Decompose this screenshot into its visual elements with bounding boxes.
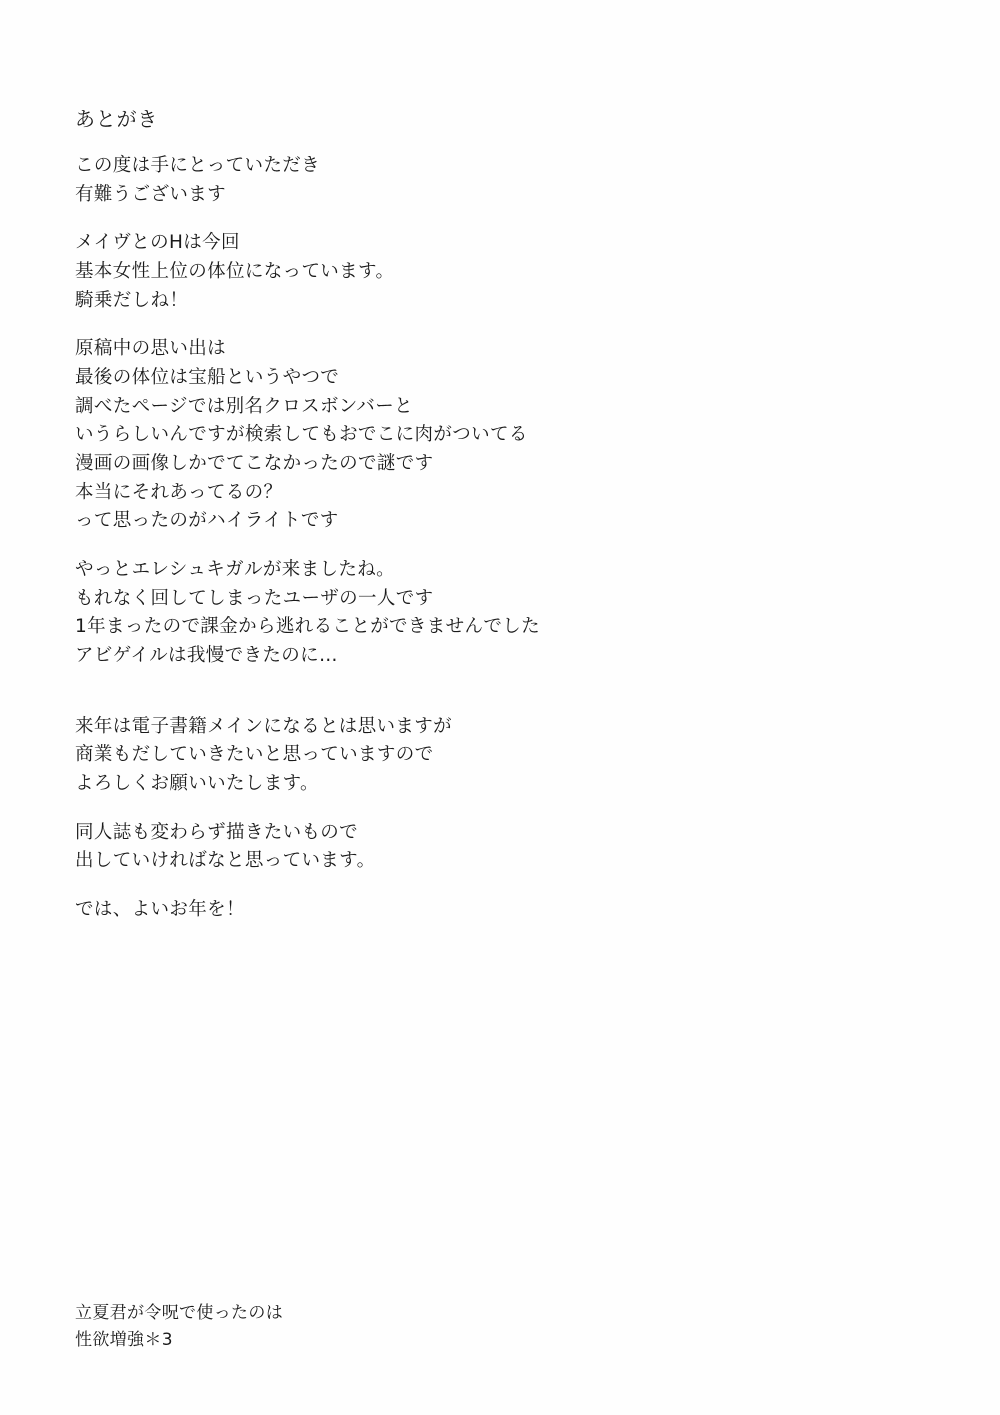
text-line: 最後の体位は宝船というやつで — [75, 367, 340, 389]
paragraph-mave-h — [75, 229, 775, 315]
text-line: 調べたページでは別名クロスボンバーと — [75, 395, 413, 417]
text-line: 漫画の画像しかでてこなかったので謎です — [75, 453, 434, 475]
footnote-line: 立夏君が令呪で使ったのは — [75, 1303, 284, 1323]
text-line: って思ったのがハイライトです — [75, 510, 339, 532]
text-line: メイヴとのHは今回 — [75, 232, 240, 254]
text-line: やっとエレシュキガルが来ましたね。 — [75, 559, 395, 581]
footnote-section — [75, 1300, 675, 1354]
paragraph-thanks — [75, 152, 775, 209]
text-line: 同人誌も変わらず描きたいもので — [75, 821, 359, 843]
text-line: では、よいお年を！ — [75, 899, 245, 921]
paragraph-next-year — [75, 713, 775, 799]
text-line: 商業もだしていきたいと思っていますので — [75, 744, 434, 766]
text-line: この度は手にとっていただき — [75, 155, 320, 176]
afterword-section — [75, 104, 775, 945]
text-line: 出していければなと思っています。 — [75, 850, 376, 872]
text-line: 原稿中の思い出は — [75, 338, 226, 360]
paragraph-memories — [75, 335, 775, 536]
text-line: 来年は電子書籍メインになるとは思いますが — [75, 715, 453, 737]
footnote-line: 性欲増強＊3 — [75, 1330, 173, 1351]
text-line: 騎乗だしね！ — [75, 289, 189, 311]
text-line: アビゲイルは我慢できたのに… — [75, 645, 338, 667]
text-line: 有難うございます — [75, 183, 226, 205]
text-line: もれなく回してしまったユーザの一人です — [75, 587, 434, 609]
text-line: 基本女性上位の体位になっています。 — [75, 261, 395, 283]
text-line: 本当にそれあってるの？ — [75, 481, 283, 503]
text-line: 1年まったので課金から逃れることができませんでした — [75, 616, 541, 638]
paragraph-doujinshi — [75, 819, 775, 876]
text-line: よろしくお願いいたします。 — [75, 773, 319, 795]
page-title: あとがき — [75, 107, 159, 131]
text-line: いうらしいんですが検索してもおでこに肉がついてる — [75, 424, 528, 446]
paragraph-ereshkigal — [75, 556, 775, 671]
paragraph-closing — [75, 896, 775, 925]
